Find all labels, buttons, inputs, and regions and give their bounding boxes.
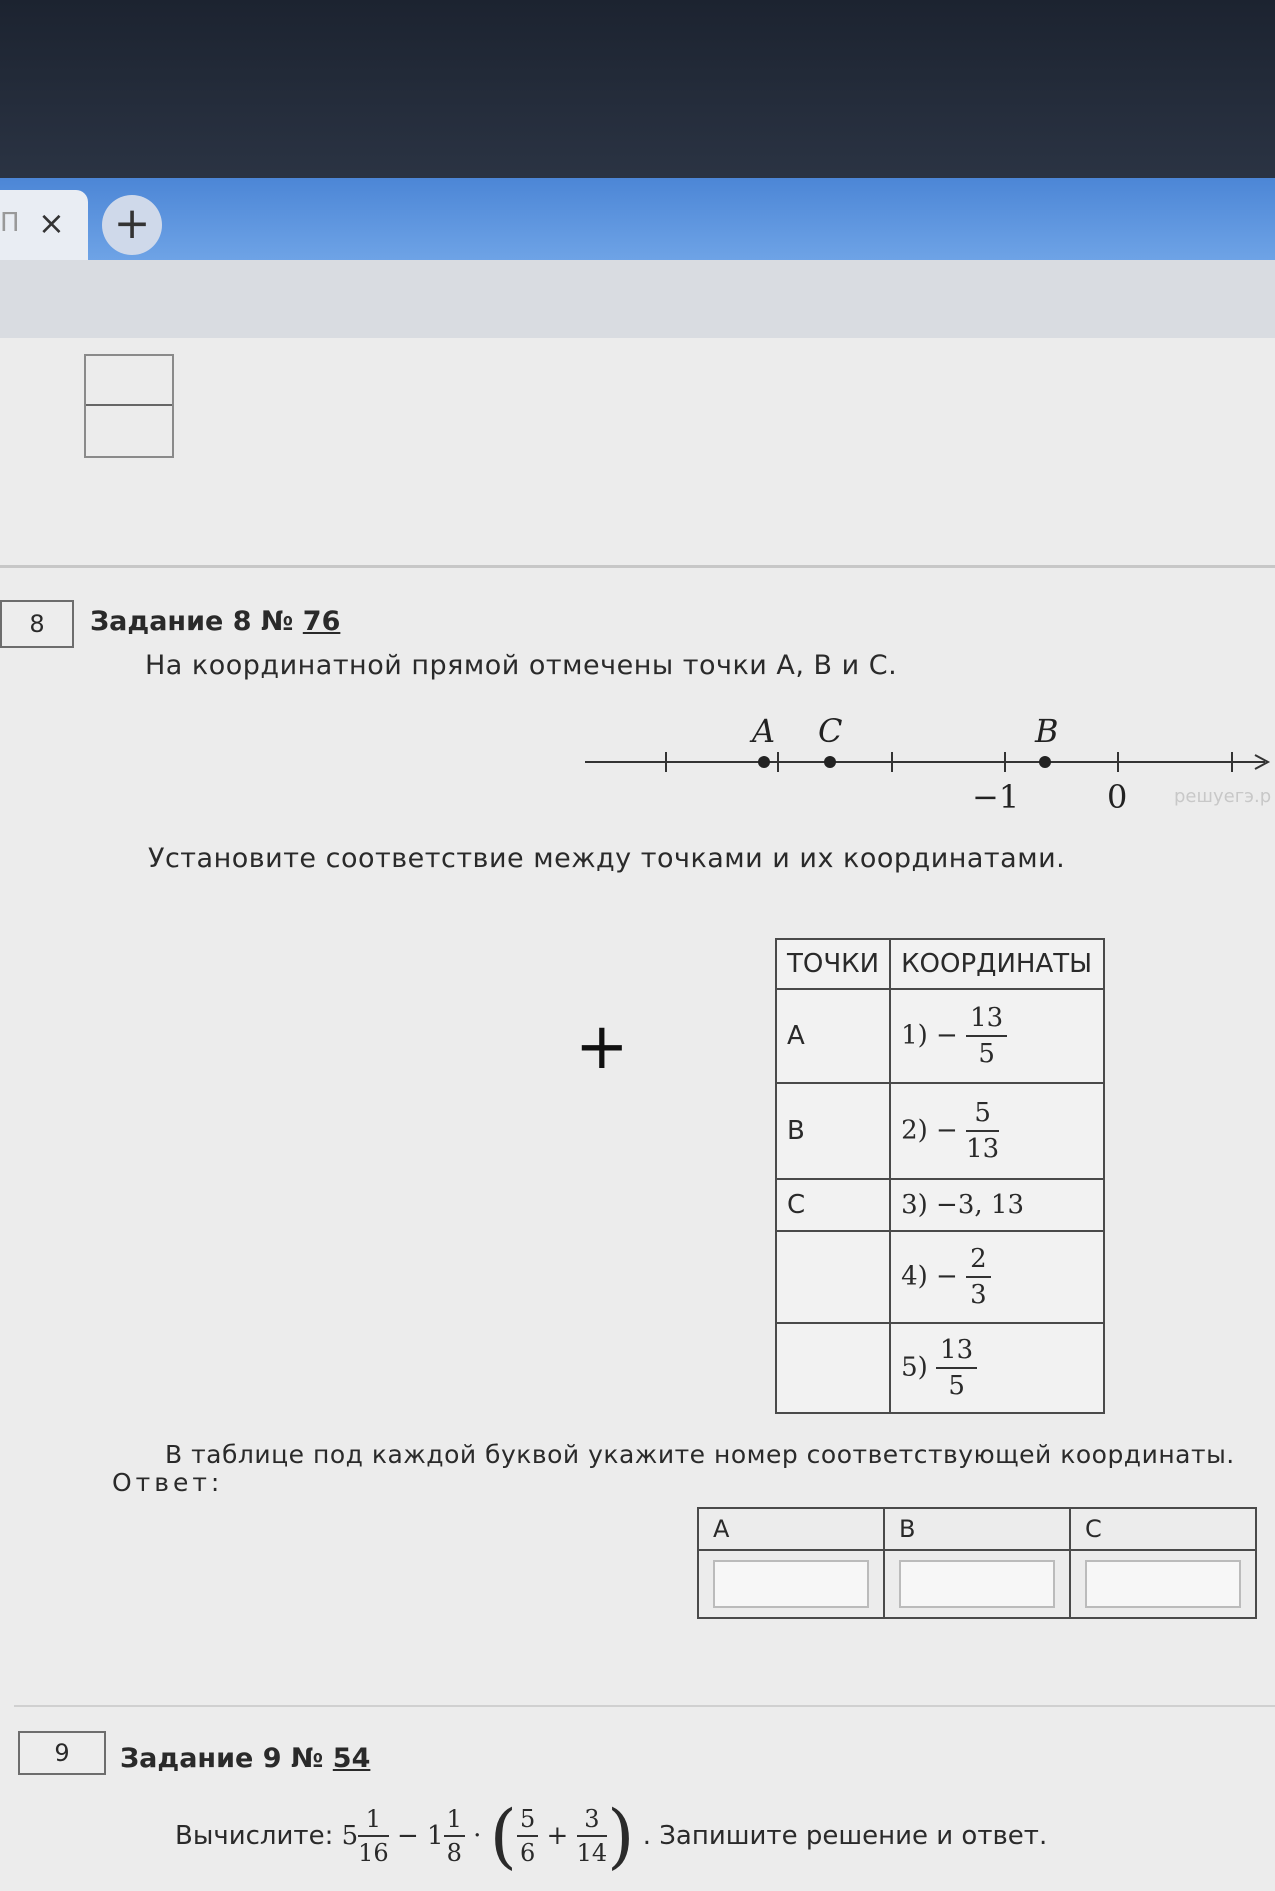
plus-sign: + bbox=[546, 1821, 569, 1851]
coordinate-cell: 1) − $\frac{13}{5}$ bbox=[890, 989, 1104, 1083]
whole-part: 1 bbox=[427, 1821, 444, 1851]
answer-header-b: B bbox=[884, 1508, 1070, 1550]
matching-table bbox=[775, 938, 1105, 1414]
coordinate-cell: 2) − $\frac{5}{13}$ bbox=[890, 1083, 1104, 1179]
table-row bbox=[776, 1083, 1104, 1179]
point-b-label: B bbox=[1035, 712, 1059, 750]
divider bbox=[14, 1705, 1275, 1707]
answer-table bbox=[697, 1507, 1257, 1619]
table-row bbox=[776, 989, 1104, 1083]
table-row bbox=[776, 1323, 1104, 1413]
task-expression: Вычислите: 5 $\frac{1}{16}$ − 1 $\frac{1}{8}$ · ( $\frac{5}{6}$ + $\frac{3}{14}$ ) . Запишите решение и ответ. bbox=[175, 1795, 1048, 1877]
task-heading bbox=[90, 606, 340, 637]
task-statement: На координатной прямой отмечены точки A, B и C. bbox=[145, 650, 898, 681]
point-a-dot bbox=[758, 756, 770, 768]
minus-sign: − bbox=[396, 1821, 419, 1851]
answer-header-c: C bbox=[1070, 1508, 1256, 1550]
task-number-box: 9 bbox=[18, 1731, 106, 1775]
task-heading-prefix: Задание 8 № bbox=[90, 606, 294, 637]
answer-hint: В таблице под каждой буквой укажите номер соответствующей координаты. bbox=[165, 1440, 1235, 1469]
whole-part: 5 bbox=[341, 1821, 359, 1851]
point-cell bbox=[776, 1323, 890, 1413]
point-cell: C bbox=[776, 1179, 890, 1231]
expression-lead: Вычислите: bbox=[175, 1821, 334, 1851]
task-heading-prefix: Задание 9 № bbox=[120, 1743, 324, 1774]
point-b-dot bbox=[1039, 756, 1051, 768]
monitor-bezel bbox=[0, 0, 1275, 185]
mouse-cursor-crosshair: + bbox=[575, 1010, 629, 1084]
point-cell: A bbox=[776, 989, 890, 1083]
tick-label-minus-one: −1 bbox=[972, 778, 1020, 816]
answer-header-a: A bbox=[698, 1508, 884, 1550]
expression-tail: . Запишите решение и ответ. bbox=[642, 1821, 1048, 1851]
tab-title: П bbox=[0, 208, 20, 238]
coordinate-cell: 5) $\frac{13}{5}$ bbox=[890, 1323, 1104, 1413]
point-cell bbox=[776, 1231, 890, 1323]
coordinate-cell: 3) −3, 13 bbox=[890, 1179, 1104, 1231]
table-row bbox=[776, 1231, 1104, 1323]
answer-label: Ответ: bbox=[112, 1468, 224, 1497]
browser-tab[interactable] bbox=[0, 190, 88, 260]
task-number-box: 8 bbox=[0, 600, 74, 648]
answer-cell-a bbox=[698, 1550, 884, 1618]
number-line bbox=[580, 708, 1275, 818]
table-header-coordinates: КООРДИНАТЫ bbox=[890, 939, 1104, 989]
multiply-sign: · bbox=[473, 1821, 482, 1851]
close-icon[interactable]: × bbox=[38, 204, 65, 242]
point-cell: B bbox=[776, 1083, 890, 1179]
task-link[interactable]: 54 bbox=[332, 1743, 371, 1774]
answer-cell-c bbox=[1070, 1550, 1256, 1618]
table-header-points: ТОЧКИ bbox=[776, 939, 890, 989]
fraction-input-box[interactable] bbox=[84, 354, 174, 458]
browser-toolbar bbox=[0, 260, 1275, 338]
point-c-label: C bbox=[818, 712, 843, 750]
coordinate-cell: 4) − $\frac{2}{3}$ bbox=[890, 1231, 1104, 1323]
tick-label-zero: 0 bbox=[1107, 778, 1128, 816]
answer-input-a[interactable] bbox=[713, 1560, 869, 1608]
point-c-dot bbox=[824, 756, 836, 768]
divider bbox=[0, 565, 1275, 568]
task-link[interactable]: 76 bbox=[302, 606, 341, 637]
point-a-label: A bbox=[752, 712, 776, 750]
task-instruction: Установите соответствие между точками и их координатами. bbox=[148, 843, 1066, 874]
answer-input-b[interactable] bbox=[899, 1560, 1055, 1608]
answer-input-c[interactable] bbox=[1085, 1560, 1241, 1608]
watermark: решуегэ.р bbox=[1174, 786, 1272, 807]
task-heading bbox=[120, 1743, 370, 1774]
table-row bbox=[776, 1179, 1104, 1231]
answer-cell-b bbox=[884, 1550, 1070, 1618]
tab-bar bbox=[0, 178, 1275, 260]
new-tab-button[interactable]: + bbox=[102, 195, 162, 255]
